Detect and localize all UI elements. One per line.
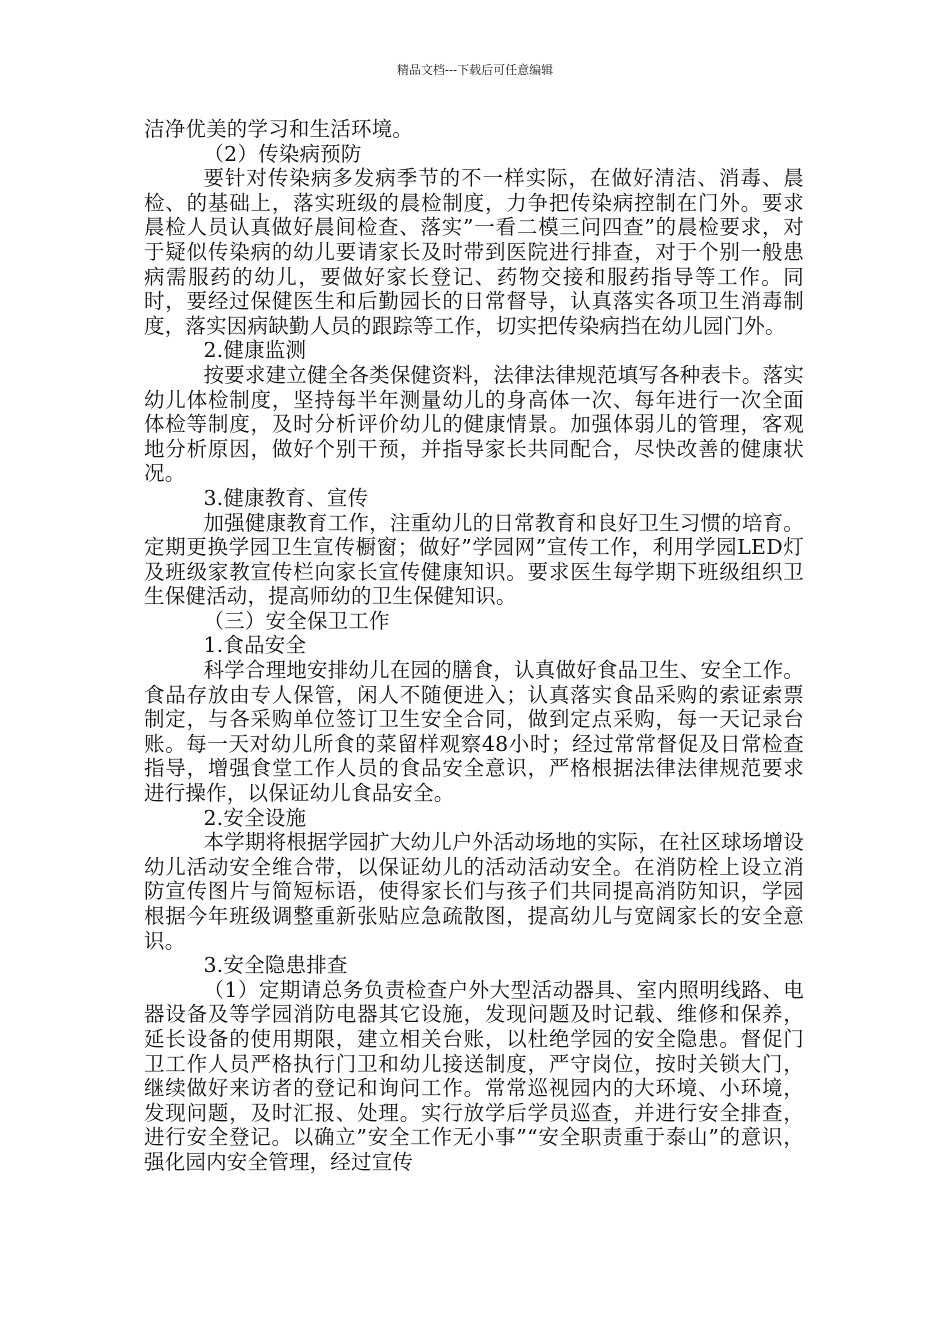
- subheading: 3.安全隐患排查: [203, 953, 348, 978]
- paragraph: 加强健康教育工作，注重幼儿的日常教育和良好卫生习惯的培育。定期更换学园卫生宣传橱窗；做好”学园网”宣传工作，利用学园LED灯及班级家教宣传栏向家长宣传健康知识。要求医生每学期下班级组织卫生保健活动，提高师幼的卫生保健知识。: [144, 510, 804, 609]
- subheading: 2.健康监测: [203, 338, 307, 363]
- subheading: 2.安全设施: [203, 805, 307, 830]
- subheading: 1.食品安全: [203, 633, 307, 658]
- paragraph: 洁净优美的学习和生活环境。: [144, 117, 414, 141]
- paragraph: 科学合理地安排幼儿在园的膳食，认真做好食品卫生、安全工作。食品存放由专人保管，闲人不随便进入；认真落实食品采购的索证索票制定，与各采购单位签订卫生安全合同，做到定点采购，每一天记录台账。每一天对幼儿所食的菜留样观察48小时；经过常常督促及日常检查指导，增强食堂工作人员的食品安全意识，严格根据法律法律规范要求进行操作，以保证幼儿食品安全。: [144, 658, 804, 806]
- paragraph: 本学期将根据学园扩大幼儿户外活动场地的实际，在社区球场增设幼儿活动安全维合带，以保证幼儿的活动活动安全。在消防栓上设立消防宣传图片与简短标语，使得家长们与孩子们共同提高消防知识，学园根据今年班级调整重新张贴应急疏散图，提高幼儿与宽阔家长的安全意识。: [144, 830, 804, 953]
- paragraph: （1）定期请总务负责检查户外大型活动器具、室内照明线路、电器设备及等学园消防电器其它设施，发现问题及时记载、维修和保养，延长设备的使用期限，建立相关台账，以杜绝学园的安全隐患。督促门卫工作人员严格执行门卫和幼儿接送制度，严守岗位，按时关锁大门，继续做好来访者的登记和询问工作。常常巡视园内的大环境、小环境，发现问题，及时汇报、处理。实行放学后学员巡查，并进行安全排查，进行安全登记。以确立”安全工作无小事”“安全职责重于泰山”的意识，强化园内安全管理，经过宣传: [144, 977, 804, 1174]
- subheading: 3.健康教育、宣传: [203, 485, 369, 510]
- page-header: 精品文档---下载后可任意编辑: [396, 63, 554, 77]
- paragraph: 按要求建立健全各类保健资料，法律法律规范填写各种表卡。落实幼儿体检制度，坚持每半年测量幼儿的身高体一次、每年进行一次全面体检等制度，及时分析评价幼儿的健康情景。加强体弱儿的管理，客观地分析原因，做好个别干预，并指导家长共同配合，尽快改善的健康状况。: [144, 362, 804, 486]
- paragraph: 要针对传染病多发病季节的不一样实际，在做好清洁、消毒、晨检、的基础上，落实班级的晨检制度，力争把传染病控制在门外。要求晨检人员认真做好晨间检查、落实”一看二模三问四查”的晨检要求，对于疑似传染病的幼儿要请家长及时带到医院进行排查，对于个别一般患病需服药的幼儿，要做好家长登记、药物交接和服药指导等工作。同时，要经过保健医生和后勤园长的日常督导，认真落实各项卫生消毒制度，落实因病缺勤人员的跟踪等工作，切实把传染病挡在幼儿园门外。: [144, 166, 804, 338]
- section-heading: （三）安全保卫工作: [203, 608, 390, 633]
- document-body: [144, 117, 804, 1175]
- subheading: （2）传染病预防: [203, 141, 362, 166]
